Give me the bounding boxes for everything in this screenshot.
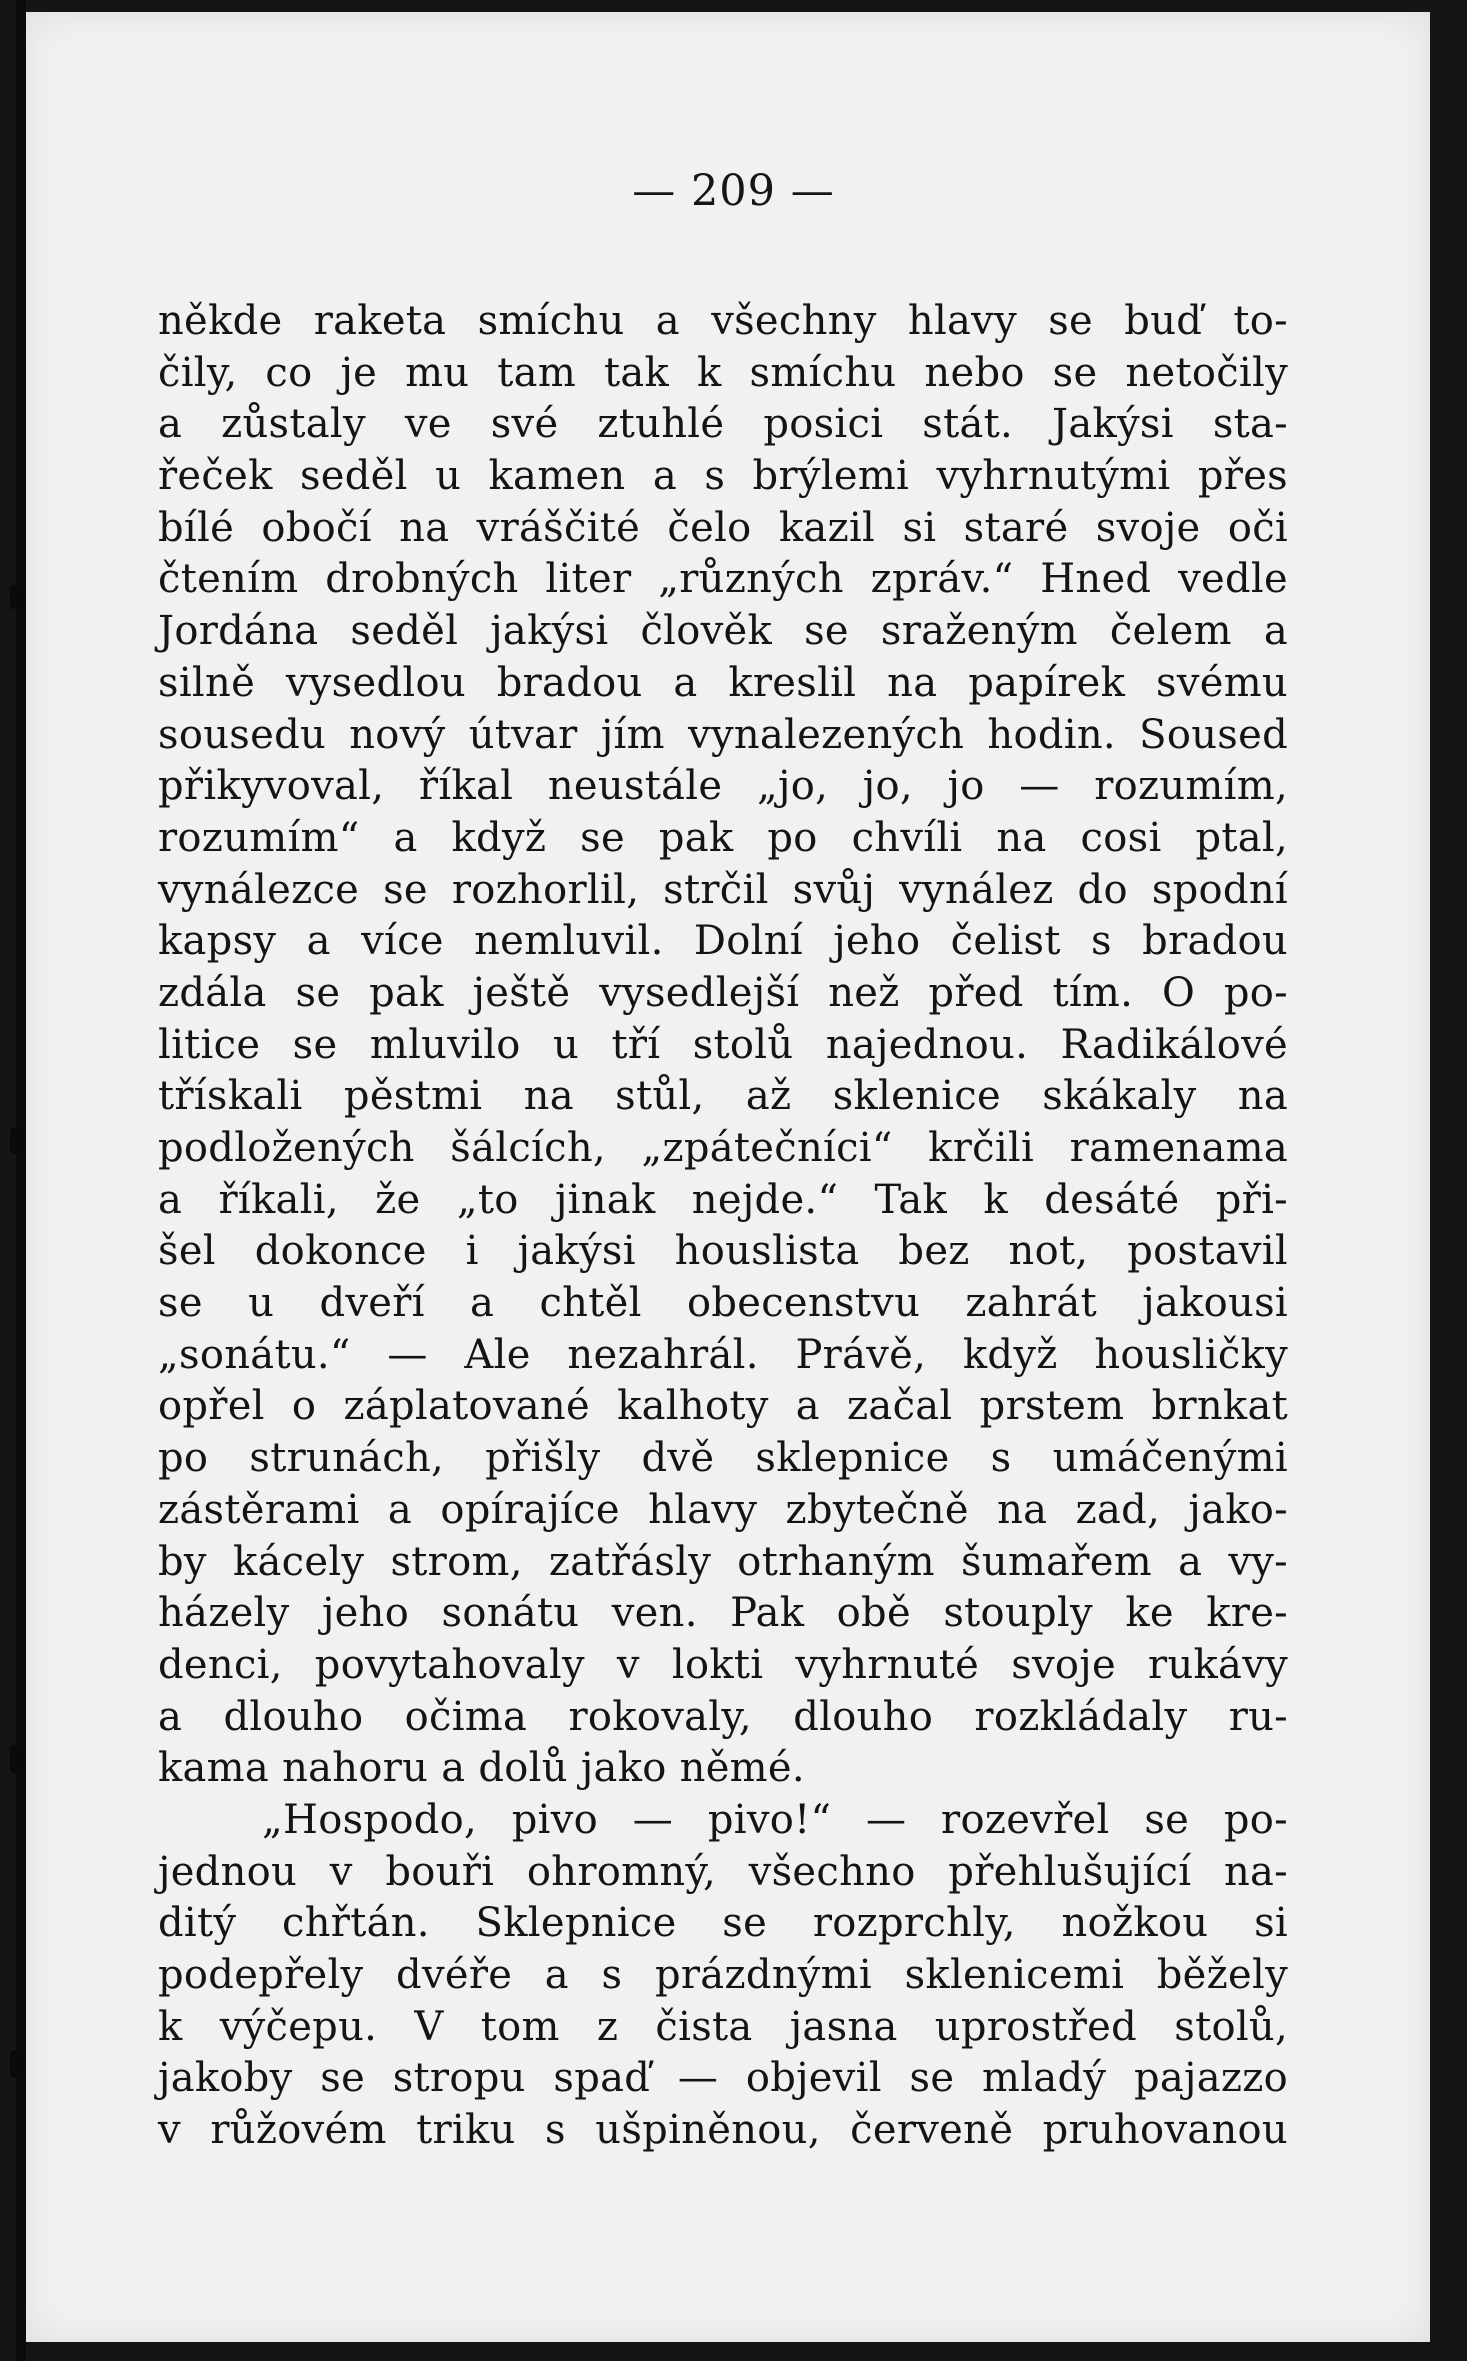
binding-mark <box>10 1128 24 1154</box>
text-line: sousedu nový útvar jím vynalezených hodin. Soused <box>158 711 1288 758</box>
text-line: se u dveří a chtěl obecenstvu zahrát jakousi <box>158 1280 1288 1327</box>
binding-mark <box>10 2050 24 2078</box>
text-line: „Hospodo, pivo — pivo!“ — rozevřel se po- <box>262 1796 1288 1843</box>
binding-mark <box>10 585 24 609</box>
text-line: Jordána seděl jakýsi člověk se sraženým čelem a <box>158 608 1288 655</box>
page-number: — 209 — <box>632 166 835 216</box>
text-line: přikyvoval, říkal neustále „jo, jo, jo — rozumím, <box>158 763 1288 810</box>
text-line: kapsy a více nemluvil. Dolní jeho čelist s bradou <box>158 918 1288 965</box>
binding-mark <box>10 1745 24 1773</box>
text-line: rozumím“ a když se pak po chvíli na cosi ptal, <box>158 814 1288 861</box>
text-line: denci, povytahovaly v lokti vyhrnuté svoje rukávy <box>158 1641 1288 1688</box>
paragraph <box>158 1795 1288 2157</box>
text-line: řeček seděl u kamen a s brýlemi vyhrnutými přes <box>158 453 1288 500</box>
text-line: čtením drobných liter „různých zpráv.“ Hned vedle <box>158 556 1288 603</box>
text-line: bílé obočí na vráščité čelo kazil si staré svoje oči <box>158 504 1288 551</box>
binding-edge <box>16 0 26 2361</box>
text-line: zástěrami a opírajíce hlavy zbytečně na zad, jako- <box>158 1486 1288 1533</box>
text-line: silně vysedlou bradou a kreslil na papírek svému <box>158 659 1288 706</box>
text-line: třískali pěstmi na stůl, až sklenice skákaly na <box>158 1073 1288 1120</box>
text-line: a zůstaly ve své ztuhlé posici stát. Jakýsi sta- <box>158 401 1288 448</box>
text-line: a dlouho očima rokovaly, dlouho rozkládaly ru- <box>158 1693 1288 1740</box>
text-line: k výčepu. V tom z čista jasna uprostřed stolů, <box>158 2003 1288 2050</box>
text-line: ditý chřtán. Sklepnice se rozprchly, nožkou si <box>158 1900 1288 1947</box>
text-line: opřel o záplatované kalhoty a začal prstem brnkat <box>158 1383 1288 1430</box>
text-line: jednou v bouři ohromný, všechno přehlušující na- <box>158 1848 1288 1895</box>
text-line: někde raketa smíchu a všechny hlavy se buď to- <box>158 298 1288 344</box>
text-line: zdála se pak ještě vysedlejší než před tím. O po- <box>158 969 1288 1016</box>
text-line: šel dokonce i jakýsi houslista bez not, postavil <box>158 1228 1288 1275</box>
text-line: podložených šálcích, „zpátečníci“ krčili ramenama <box>158 1125 1288 1171</box>
text-line: čily, co je mu tam tak k smíchu nebo se netočily <box>158 349 1288 396</box>
text-line: jakoby se stropu spaď — objevil se mladý pajazzo <box>158 2055 1288 2102</box>
text-line: a říkali, že „to jinak nejde.“ Tak k desáté při- <box>158 1176 1288 1223</box>
text-line: by kácely strom, zatřásly otrhaným šumařem a vy- <box>158 1538 1288 1585</box>
text-line: vynálezce se rozhorlil, strčil svůj vynález do spodní <box>158 866 1288 913</box>
text-line: podepřely dvéře a s prázdnými sklenicemi běžely <box>158 1952 1288 1998</box>
text-line: kama nahoru a dolů jako němé. <box>158 1745 805 1792</box>
text-line: po strunách, přišly dvě sklepnice s umáčenými <box>158 1435 1288 1482</box>
text-line: litice se mluvilo u tří stolů najednou. Radikálové <box>158 1021 1288 1068</box>
text-line: „sonátu.“ — Ale nezahrál. Právě, když housličky <box>158 1331 1288 1378</box>
text-line: v růžovém triku s ušpiněnou, červeně pruhovanou <box>158 2107 1288 2154</box>
body-text <box>158 296 1288 2157</box>
text-line: házely jeho sonátu ven. Pak obě stouply ke kre- <box>158 1590 1288 1637</box>
paragraph <box>158 296 1288 1795</box>
